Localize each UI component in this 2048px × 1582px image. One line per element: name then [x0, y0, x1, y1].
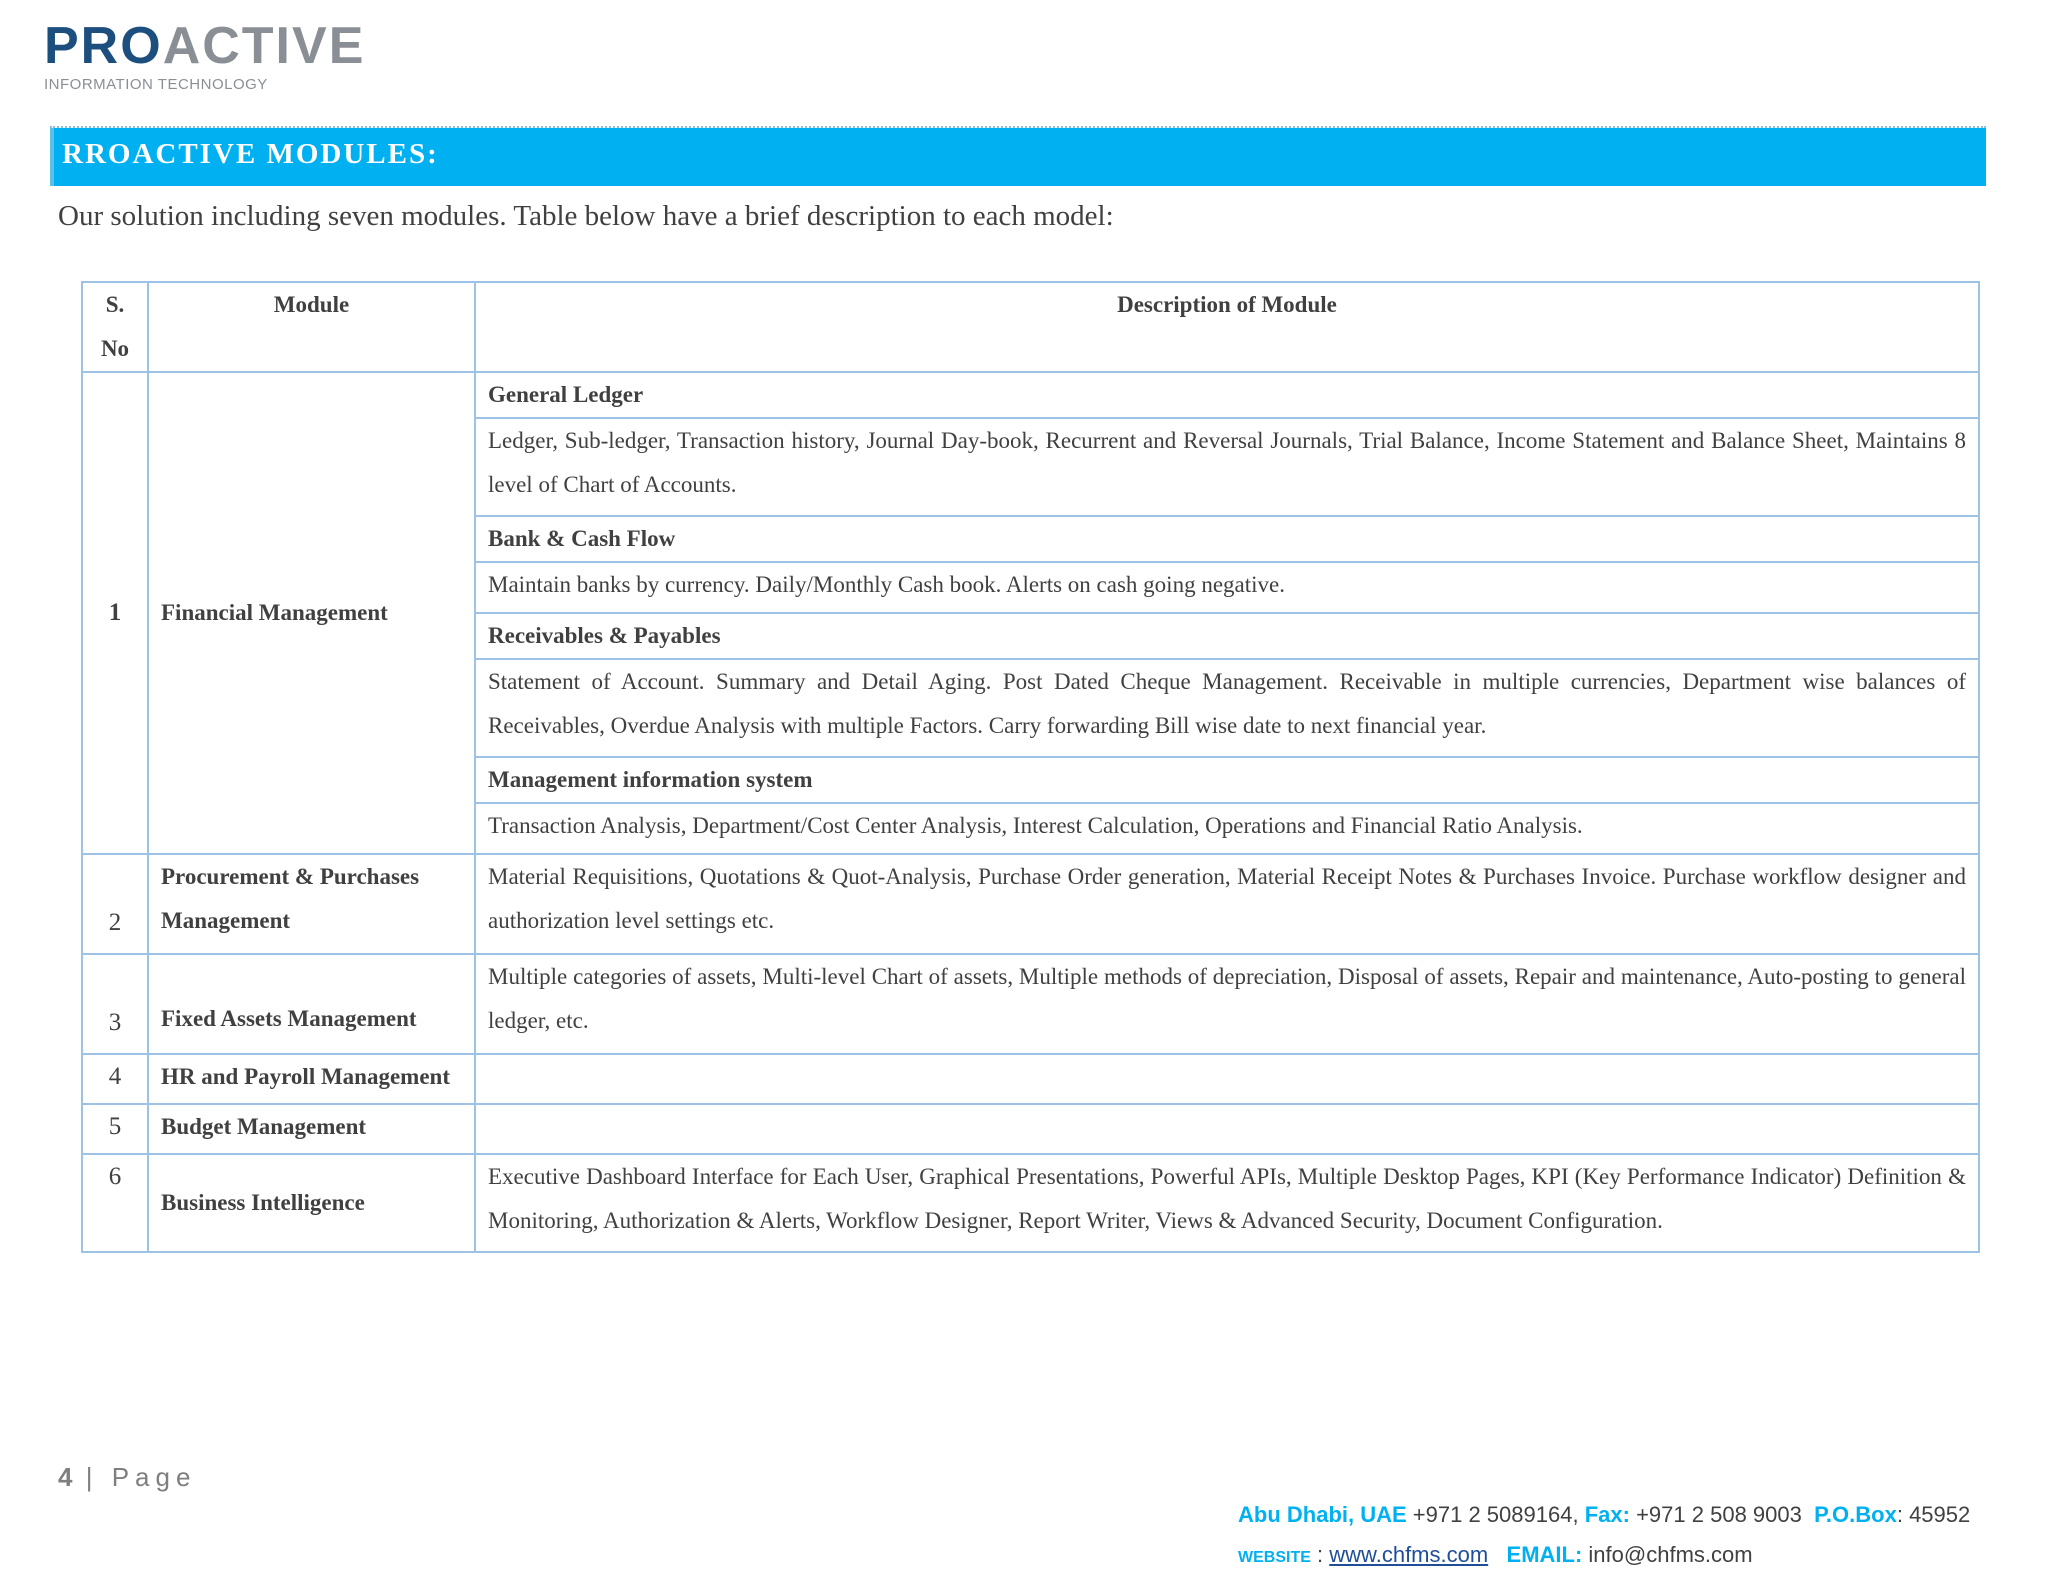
header-module: Module [148, 282, 475, 372]
row-sno: 4 [82, 1054, 148, 1104]
header-description: Description of Module [475, 282, 1979, 372]
page-number-value: 4 [58, 1462, 73, 1492]
row-description: Executive Dashboard Interface for Each User, Graphical Presentations, Powerful APIs, Multiple Desktop Pages, KPI (Key Performance Indicator) Definition & Monitoring, Authorization & Alerts, Workflow Designer, Report Writer, Views & Advanced Security, Document Configuration. [475, 1154, 1979, 1253]
row-description [475, 1054, 1979, 1104]
modules-table [81, 281, 1980, 1253]
footer-pobox-label: P.O.Box [1814, 1502, 1897, 1527]
footer-pobox: : 45952 [1896, 1502, 1971, 1527]
row-description: Multiple categories of assets, Multi-level Chart of assets, Multiple methods of depreciation, Disposal of assets, Repair and maintenance, Auto-posting to general ledger, etc. [475, 954, 1979, 1054]
row-sno: 3 [82, 954, 148, 1054]
page-number [58, 1462, 196, 1493]
subsection-text: Transaction Analysis, Department/Cost Center Analysis, Interest Calculation, Operations and Financial Ratio Analysis. [475, 803, 1979, 853]
intro-paragraph: Our solution including seven modules. Table below have a brief description to each model: [58, 200, 1114, 232]
row-sno: 5 [82, 1104, 148, 1154]
section-heading-bar [50, 128, 1986, 186]
section-title: RROACTIVE MODULES: [62, 138, 439, 170]
subsection-text: Maintain banks by currency. Daily/Monthly Cash book. Alerts on cash going negative. [475, 562, 1979, 612]
table-row [82, 1104, 1979, 1154]
subsection-title: Management information system [475, 757, 1979, 803]
footer-email-label: EMAIL: [1506, 1542, 1583, 1567]
footer-phone: +971 2 5089164, [1412, 1502, 1579, 1527]
logo-wordmark: PROACTIVE [44, 17, 366, 75]
company-logo [44, 17, 366, 93]
logo-tagline: INFORMATION TECHNOLOGY [44, 76, 268, 93]
subsection-title: Bank & Cash Flow [475, 516, 1979, 562]
footer-website-sep: : [1317, 1542, 1324, 1567]
table-row [82, 854, 1979, 954]
footer-email[interactable]: info@chfms.com [1588, 1542, 1753, 1567]
row-module: Financial Management [148, 372, 475, 854]
table-header-row [82, 282, 1979, 372]
footer-location: Abu Dhabi, UAE [1238, 1502, 1407, 1527]
table-row [82, 954, 1979, 1054]
footer-fax-label: Fax: [1584, 1502, 1630, 1527]
website-link[interactable]: www.chfms.com [1329, 1542, 1489, 1567]
table-row [82, 1054, 1979, 1104]
row-module: Fixed Assets Management [148, 954, 475, 1054]
page-separator: | [85, 1462, 99, 1492]
subsection-text: Ledger, Sub-ledger, Transaction history, Journal Day-book, Recurrent and Reversal Journals, Trial Balance, Income Statement and Balance Sheet, Maintains 8 level of Chart of Accounts. [475, 418, 1979, 516]
row-sno: 2 [82, 854, 148, 954]
row-sno: 1 [82, 372, 148, 854]
subsection-title: General Ledger [475, 372, 1979, 418]
row-module: HR and Payroll Management [148, 1054, 475, 1104]
footer-website-label: WEBSITE [1238, 1549, 1311, 1566]
row-module: Budget Management [148, 1104, 475, 1154]
row-module: Procurement & Purchases Management [148, 854, 475, 954]
contact-footer [1238, 1502, 1970, 1568]
row-sno: 6 [82, 1154, 148, 1253]
table-row [82, 372, 1979, 418]
row-module: Business Intelligence [148, 1154, 475, 1253]
subsection-title: Receivables & Payables [475, 613, 1979, 659]
header-sno: S. No [82, 282, 148, 372]
page-label: Page [111, 1462, 197, 1492]
table-row [82, 1154, 1979, 1253]
footer-fax: +971 2 508 9003 [1636, 1502, 1802, 1527]
row-description: Material Requisitions, Quotations & Quot-Analysis, Purchase Order generation, Material Receipt Notes & Purchases Invoice. Purchase workflow designer and authorization level settings etc. [475, 854, 1979, 954]
row-description [475, 1104, 1979, 1154]
subsection-text: Statement of Account. Summary and Detail Aging. Post Dated Cheque Management. Receivable in multiple currencies, Department wise balances of Receivables, Overdue Analysis with multiple Factors. Carry forwarding Bill wise date to next financial year. [475, 659, 1979, 757]
